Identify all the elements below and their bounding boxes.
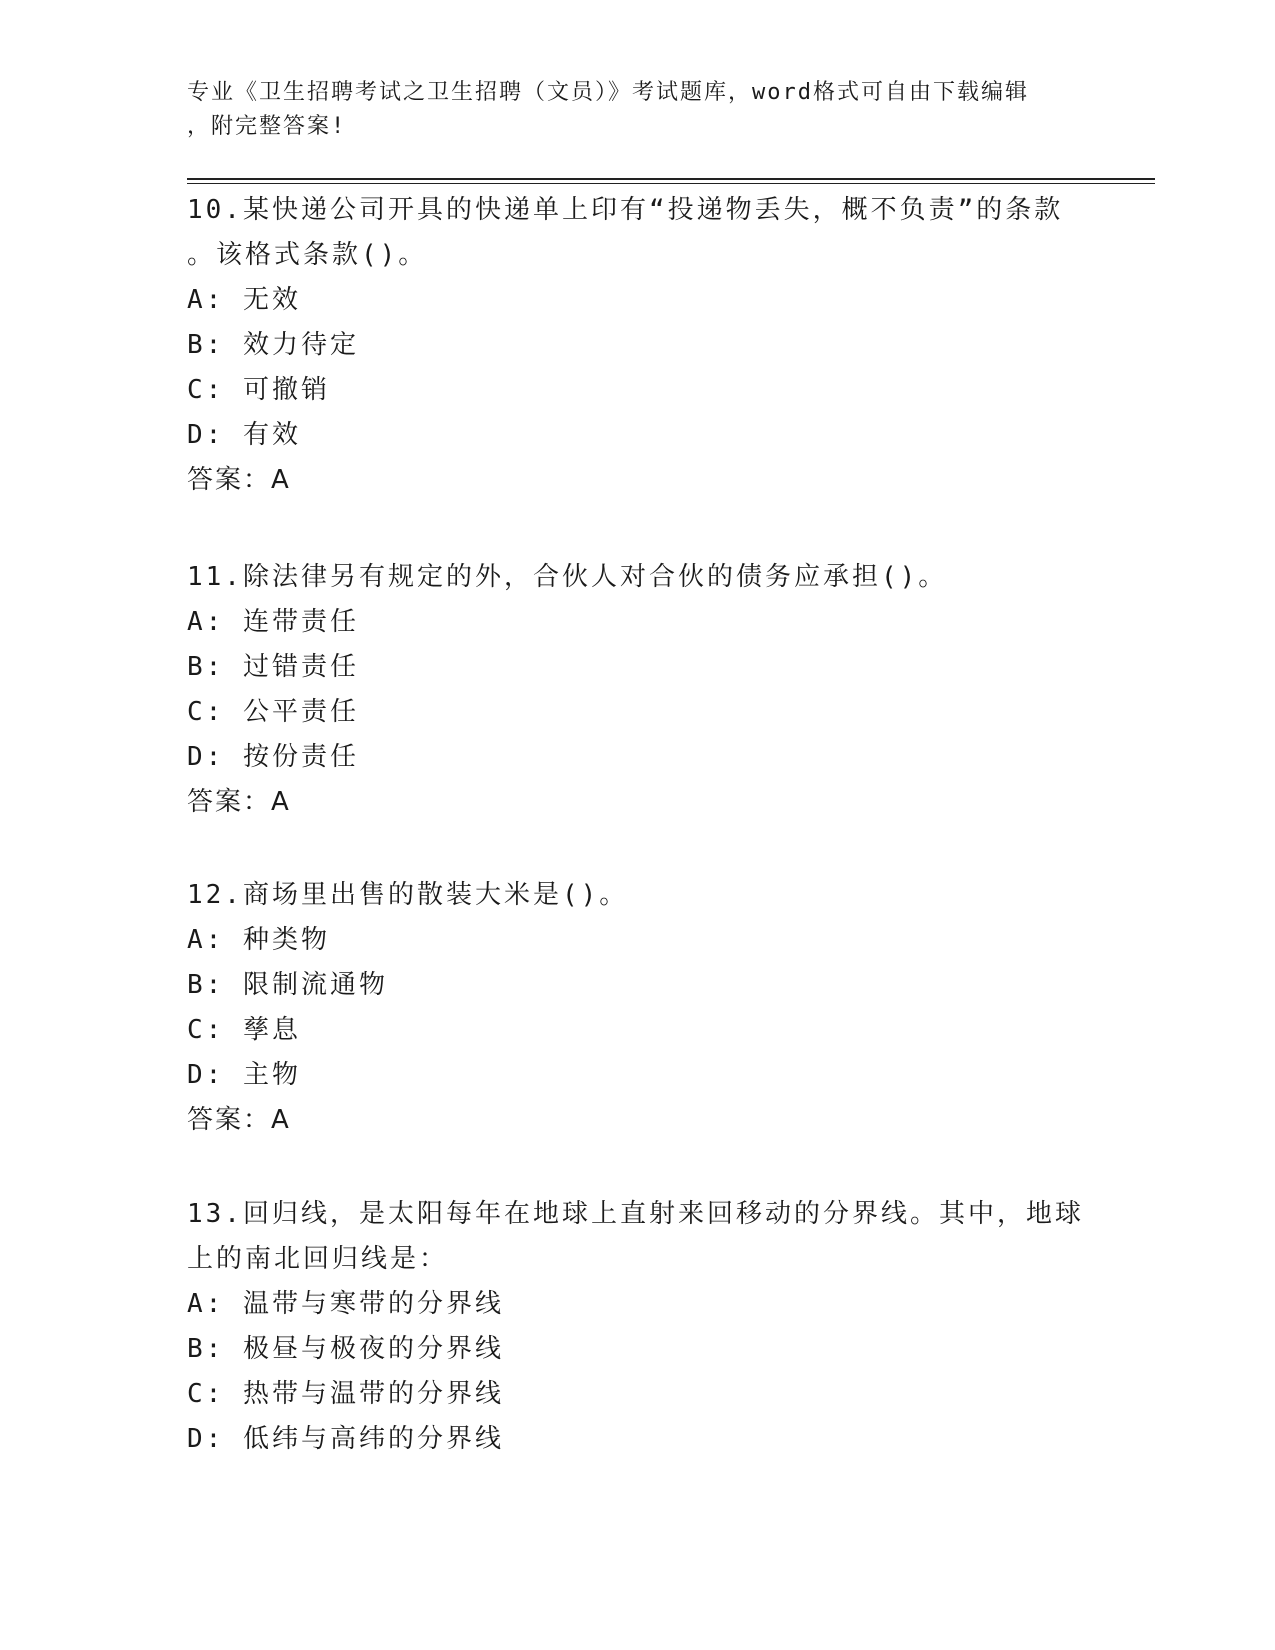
answer-line: 答案：A <box>187 787 291 817</box>
option-c: C: 孳息 <box>187 1015 301 1045</box>
option-d: D: 按份责任 <box>187 742 359 772</box>
option-d: D: 主物 <box>187 1060 301 1090</box>
question-12 <box>187 873 1087 1143</box>
question-stem-line: 上的南北回归线是： <box>187 1244 449 1274</box>
option-a: A: 连带责任 <box>187 607 359 637</box>
header-divider-bottom <box>187 183 1155 184</box>
option-b: B: 极昼与极夜的分界线 <box>187 1334 504 1364</box>
option-d: D: 有效 <box>187 420 301 450</box>
question-11 <box>187 555 1087 825</box>
question-stem-line: 11.除法律另有规定的外，合伙人对合伙的债务应承担()。 <box>187 562 948 592</box>
option-a: A: 种类物 <box>187 925 330 955</box>
answer-line: 答案：A <box>187 1105 291 1135</box>
option-c: C: 可撤销 <box>187 375 330 405</box>
question-13 <box>187 1192 1087 1462</box>
header-divider-top <box>187 178 1155 180</box>
option-b: B: 过错责任 <box>187 652 359 682</box>
option-b: B: 效力待定 <box>187 330 359 360</box>
question-stem-line: 12.商场里出售的散装大米是()。 <box>187 880 629 910</box>
header-line-1: 专业《卫生招聘考试之卫生招聘（文员）》考试题库，word格式可自由下载编辑 <box>187 80 1029 105</box>
option-c: C: 热带与温带的分界线 <box>187 1379 504 1409</box>
header-line-2: ，附完整答案! <box>187 114 347 139</box>
option-d: D: 低纬与高纬的分界线 <box>187 1424 504 1454</box>
question-10 <box>187 188 1087 503</box>
question-stem-line: 13.回归线，是太阳每年在地球上直射来回移动的分界线。其中，地球 <box>187 1199 1084 1229</box>
question-stem-line: 。该格式条款()。 <box>187 240 428 270</box>
document-header <box>187 76 1087 144</box>
option-a: A: 无效 <box>187 285 301 315</box>
option-c: C: 公平责任 <box>187 697 359 727</box>
answer-line: 答案：A <box>187 465 291 495</box>
option-a: A: 温带与寒带的分界线 <box>187 1289 504 1319</box>
option-b: B: 限制流通物 <box>187 970 388 1000</box>
question-stem-line: 10.某快递公司开具的快递单上印有“投递物丢失，概不负责”的条款 <box>187 195 1064 225</box>
